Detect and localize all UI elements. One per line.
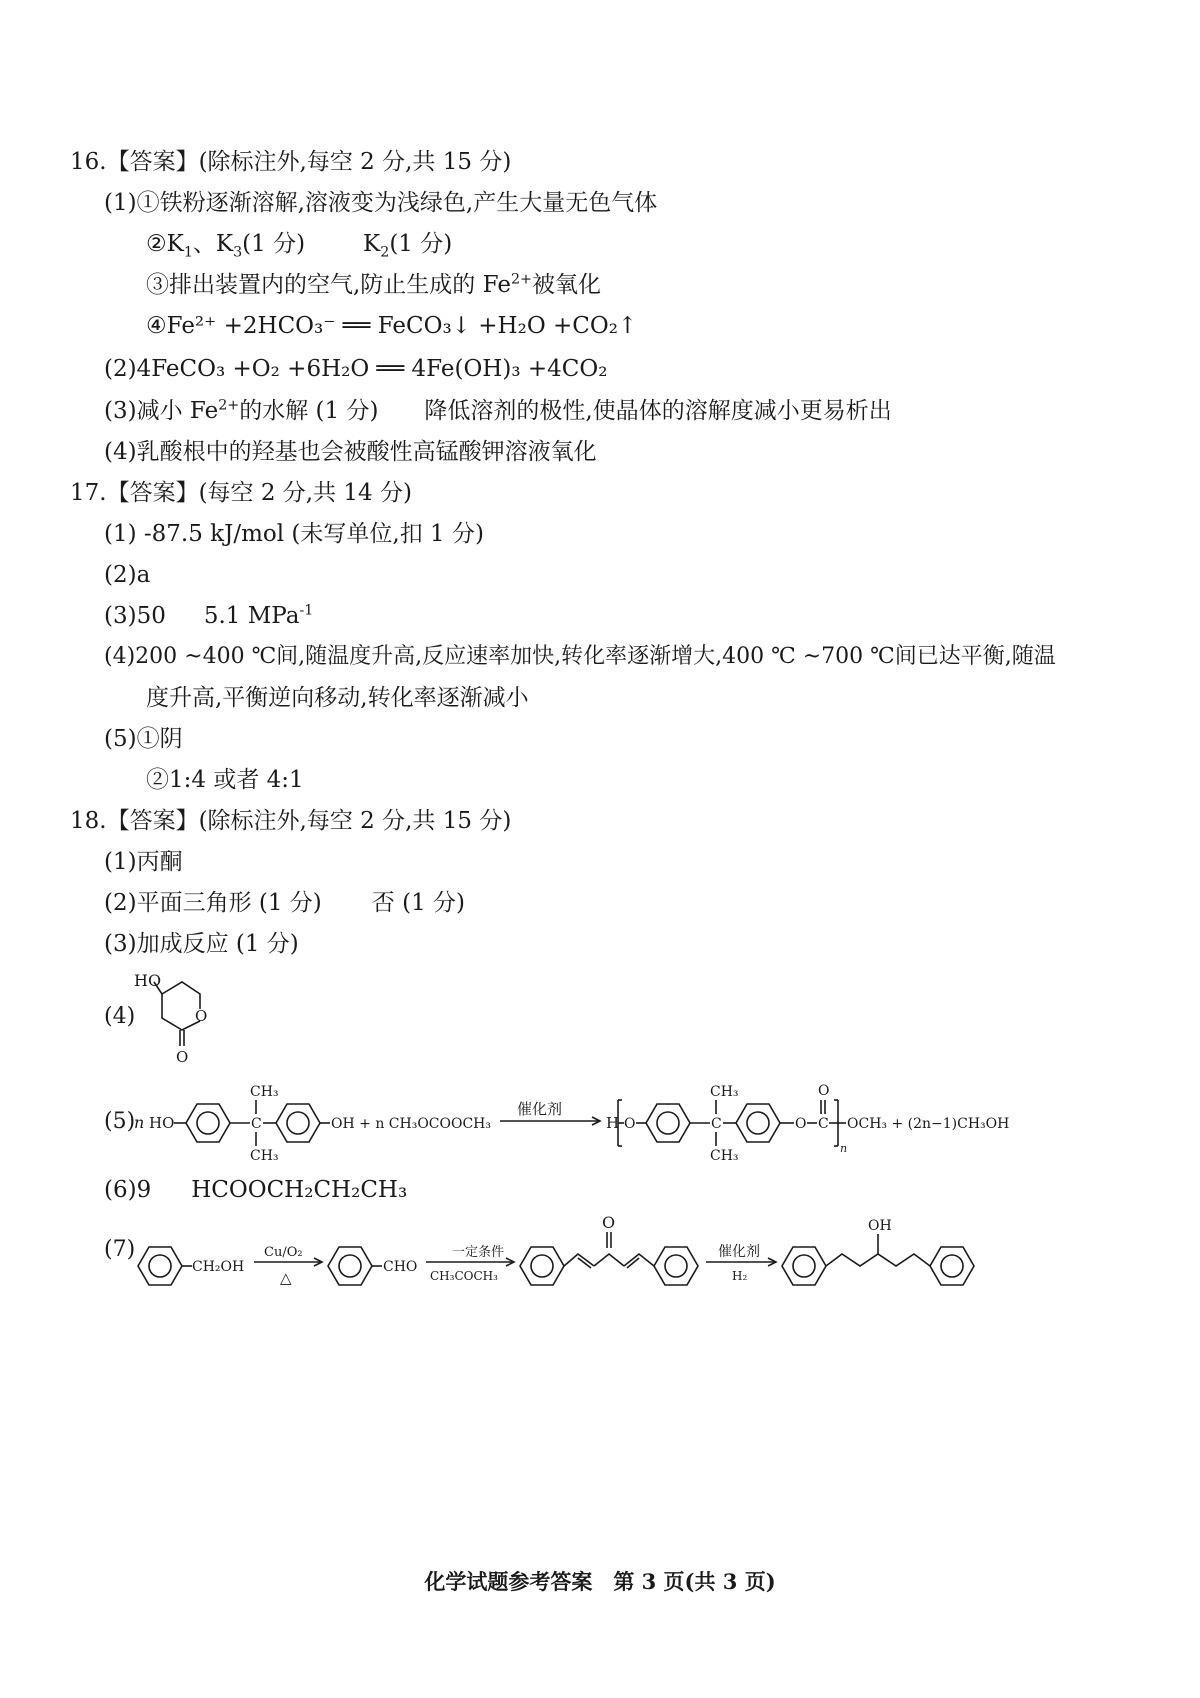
q18-part5-ch3-top: CH₃ [250,1084,279,1100]
q18-part5-benzene-2 [276,1104,320,1142]
q18-part5-o1: O [624,1116,636,1132]
q17-part2: (2)a [104,562,151,588]
q18-part5-benzene-1 [186,1104,230,1142]
q18-part7-benzene-6 [930,1247,974,1285]
q16-part3: (3)减小 $Fe^{2+}$的水解 (1 分) 降低溶剂的极性,使晶体的溶解度减小更易析出 [104,397,892,424]
q16-part1-1: (1)①铁粉逐渐溶解,溶液变为浅绿色,产生大量无色气体 [104,190,658,216]
q18-part5-ch3-bottom: CH₃ [250,1148,279,1164]
q18-part7-arrow2-top: 一定条件 [452,1245,505,1260]
q18-part5-benzene-3 [646,1104,690,1142]
q18-part5-label: (5) [104,1109,136,1134]
q18-part4-carbonyl-o: O [176,1048,189,1066]
q18-part5-carbonyl-o: O [818,1083,830,1099]
q17-part4-line2: 度升高,平衡逆向移动,转化率逐渐减小 [146,685,529,711]
q18-part5-ch3-bottom2: CH₃ [710,1148,739,1164]
q18-part7-benzene-5 [782,1247,826,1285]
q18-part5-benzene-4 [736,1104,780,1142]
q18-part7-cho: CHO [383,1259,418,1275]
q18-part7-arrow3-top: 催化剂 [718,1244,760,1260]
q18-part5-o2: O [795,1116,807,1132]
q16-part1-3: ③排出装置内的空气,防止生成的 $Fe^{2+}$被氧化 [146,271,601,298]
q18-part5-tail: OCH₃ + (2n−1)CH₃OH [847,1116,1010,1132]
q17-header: 17.【答案】(每空 2 分,共 14 分) [70,480,412,506]
q17-part5-1: (5)①阴 [104,726,183,752]
page-footer: 化学试题参考答案 第 3 页(共 3 页) [424,1569,776,1594]
q17-part4-line1: (4)200 ~400 ℃间,随温度升高,反应速率加快,转化率逐渐增大,400 ℃ ~700 ℃间已达平衡,随温 [104,644,1056,669]
q18-part5-oh-reagent: OH + n CH₃OCOOCH₃ [331,1116,491,1132]
q16-part1-4: ④Fe²⁺ +2HCO₃⁻ ══ FeCO₃↓ +H₂O +CO₂↑ [146,313,638,339]
q16-header: 16.【答案】(除标注外,每空 2 分,共 15 分) [70,149,512,175]
q18-part1: (1)丙酮 [104,849,183,875]
q18-part5-ho: HO [149,1114,175,1132]
q18-part5-equation [104,1076,1104,1172]
q18-part3: (3)加成反应 (1 分) [104,931,299,957]
q18-part7-carbonyl-o: O [602,1213,616,1232]
q18-part5-c3: C [818,1116,829,1132]
q18-part7-benzene-4 [654,1247,698,1285]
q18-part7-benzene-3 [520,1247,564,1285]
q17-part1: (1) -87.5 kJ/mol (未写单位,扣 1 分) [104,521,484,547]
q18-part7-benzene-1 [138,1247,182,1285]
q18-part7-arrow3-bottom: H₂ [732,1269,748,1283]
q18-part5-sub-n: n [840,1142,848,1155]
q18-part6: (6)9 HCOOCH₂CH₂CH₃ [104,1177,408,1203]
q17-part3: (3)50 5.1 MPa$^{-1}$ [104,602,314,629]
q18-part7-benzene-2 [328,1247,372,1285]
q18-part5-c2: C [711,1116,722,1132]
q18-part7-route [104,1208,1114,1300]
q18-part7-label: (7) [104,1237,136,1262]
q18-part7-oh: OH [868,1218,892,1234]
q16-part4: (4)乳酸根中的羟基也会被酸性高锰酸钾溶液氧化 [104,439,597,465]
q17-part5-2: ②1:4 或者 4:1 [146,767,304,793]
q18-part2: (2)平面三角形 (1 分) 否 (1 分) [104,890,465,916]
q18-part5-c: C [251,1116,262,1132]
q16-part1-2: $②K_1$、$K_3(1$ 分) $K_2(1$ 分) [146,231,453,261]
q18-part7-arrow1-bottom: △ [280,1269,292,1287]
q18-part7-arrow2-bottom: CH₃COCH₃ [430,1269,498,1283]
q18-part5-ch3-top2: CH₃ [710,1084,739,1100]
q18-part4-ho: HO [134,971,162,990]
q18-part7-arrow1-top: Cu/O₂ [264,1245,303,1260]
q18-part7-ch2oh: CH₂OH [192,1259,245,1275]
q16-part2: (2)4FeCO₃ +O₂ +6H₂O ══ 4Fe(OH)₃ +4CO₂ [104,356,608,382]
q18-part5-catalyst: 催化剂 [517,1100,563,1118]
q18-part5-h: H [606,1114,620,1132]
q18-header: 18.【答案】(除标注外,每空 2 分,共 15 分) [70,808,512,834]
q18-part4-structure [104,968,264,1068]
q18-part4-ring-o: O [195,1007,208,1025]
q18-part4-label: (4) [104,1004,136,1029]
q18-part5-n: n [134,1113,145,1132]
